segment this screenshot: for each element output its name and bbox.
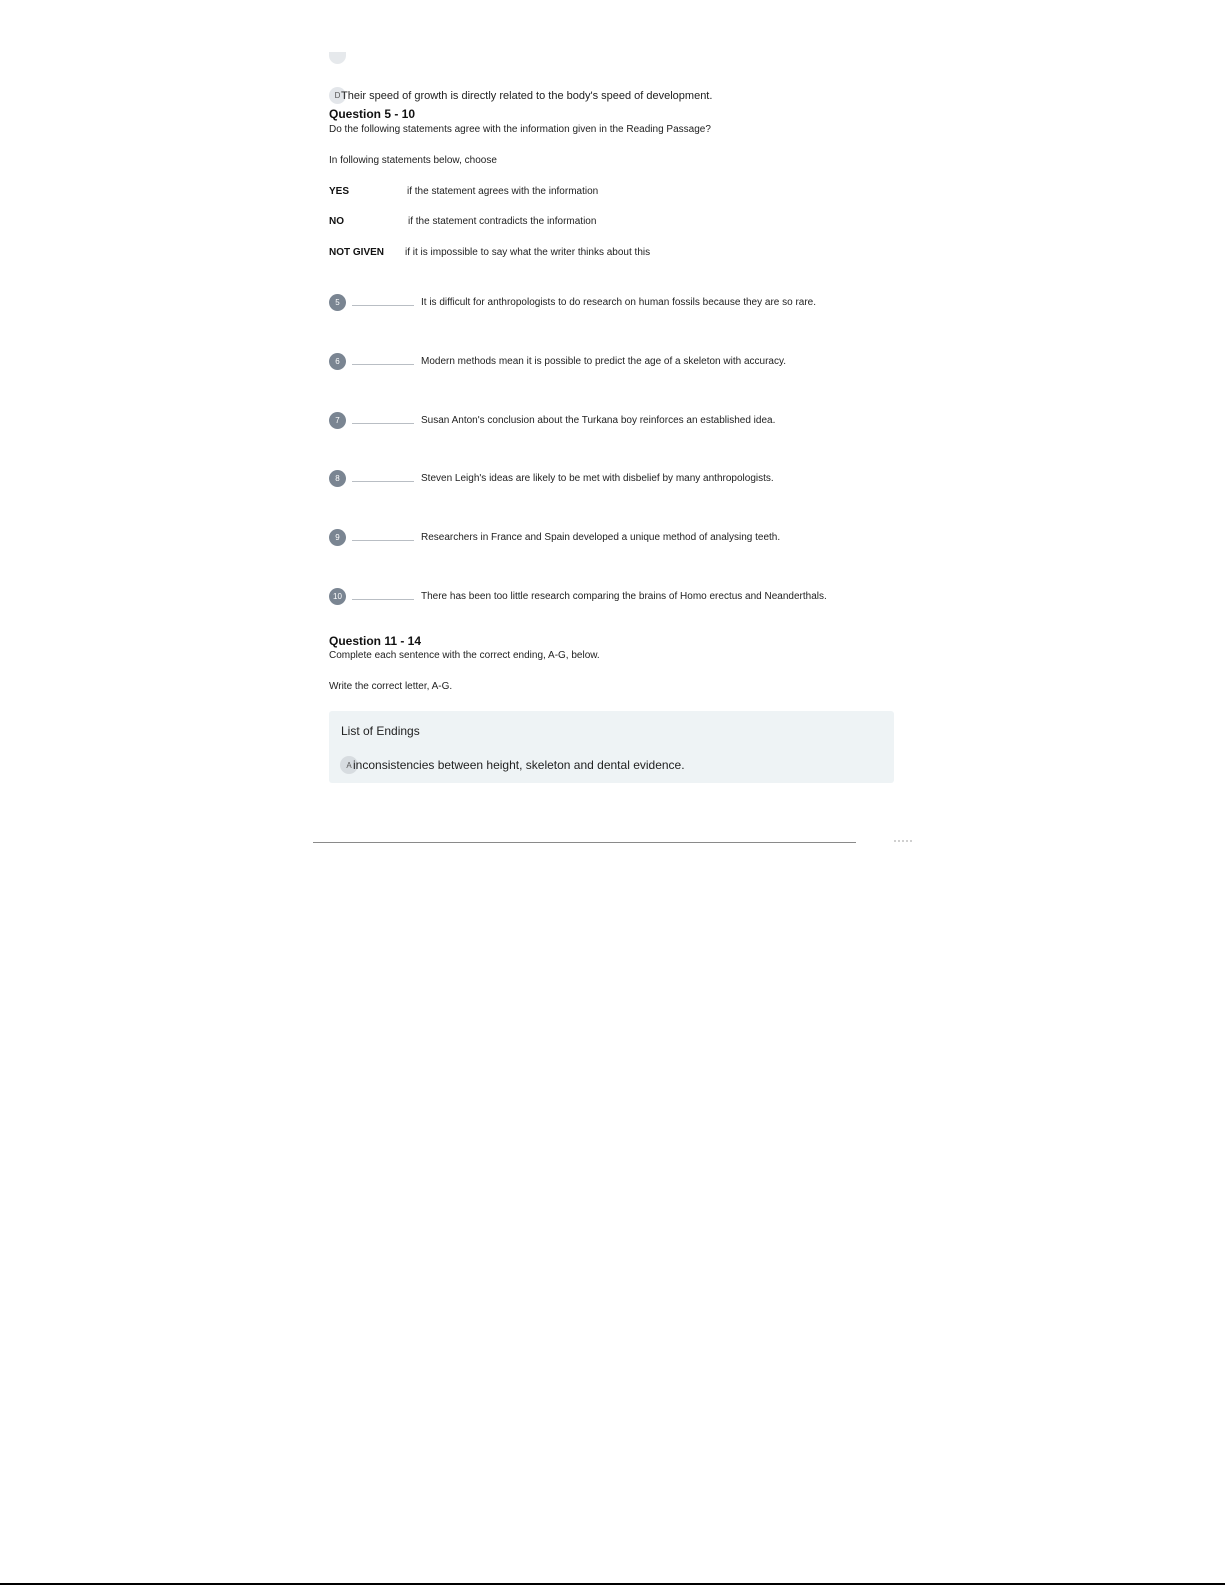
- legend-desc: if the statement contradicts the information: [408, 216, 597, 227]
- legend-not-given: [329, 247, 650, 258]
- question-number-badge: 9: [329, 529, 346, 546]
- statement-row: [329, 353, 786, 370]
- list-of-endings-panel: [329, 711, 894, 783]
- answer-blank[interactable]: [352, 423, 414, 424]
- question-5-10-instruction: Do the following statements agree with the information given in the Reading Passage?: [329, 124, 711, 135]
- answer-blank[interactable]: [352, 364, 414, 365]
- statement-text: Modern methods mean it is possible to predict the age of a skeleton with accuracy.: [421, 356, 787, 367]
- question-5-10-heading: Question 5 - 10: [329, 107, 416, 121]
- write-letter-instruction: Write the correct letter, A-G.: [329, 681, 453, 692]
- question-11-14-instruction: Complete each sentence with the correct ending, A-G, below.: [329, 650, 600, 661]
- question-number-badge: 7: [329, 412, 346, 429]
- question-number-badge: 6: [329, 353, 346, 370]
- question-11-14-heading: Question 11 - 14: [329, 634, 422, 648]
- statement-text: Steven Leigh's ideas are likely to be met with disbelief by many anthropologists.: [421, 473, 774, 484]
- statement-text: It is difficult for anthropologists to do research on human fossils because they are so rare.: [421, 297, 817, 308]
- ending-text: inconsistencies between height, skeleton and dental evidence.: [353, 758, 685, 772]
- ending-item[interactable]: [340, 756, 685, 774]
- legend-key: NOT GIVEN: [329, 247, 385, 258]
- option-badge-partial: [329, 52, 346, 64]
- option-letter-badge: D: [329, 87, 346, 104]
- statement-text: Susan Anton's conclusion about the Turkana boy reinforces an established idea.: [421, 415, 776, 426]
- legend-key: NO: [329, 216, 344, 227]
- bottom-divider: [313, 842, 856, 843]
- legend-key: YES: [329, 186, 350, 197]
- statement-row: [329, 470, 774, 487]
- ending-letter-badge: A: [340, 756, 358, 774]
- statement-row: [329, 588, 827, 605]
- legend-no: [329, 216, 596, 227]
- bottom-ellipsis: [894, 840, 912, 842]
- answer-blank[interactable]: [352, 540, 414, 541]
- question-number-badge: 10: [329, 588, 346, 605]
- legend-desc: if it is impossible to say what the writer thinks about this: [405, 247, 651, 258]
- statement-row: [329, 412, 775, 429]
- statement-text: There has been too little research comparing the brains of Homo erectus and Neanderthals.: [421, 591, 827, 602]
- question-number-badge: 8: [329, 470, 346, 487]
- choose-instruction: In following statements below, choose: [329, 155, 497, 166]
- legend-desc: if the statement agrees with the information: [407, 186, 599, 197]
- list-of-endings-title: List of Endings: [341, 724, 420, 738]
- answer-blank[interactable]: [352, 481, 414, 482]
- legend-yes: [329, 186, 598, 197]
- answer-blank[interactable]: [352, 599, 414, 600]
- answer-blank[interactable]: [352, 305, 414, 306]
- statement-row: [329, 294, 816, 311]
- option-d: [329, 87, 712, 104]
- statement-text: Researchers in France and Spain developed a unique method of analysing teeth.: [421, 532, 781, 543]
- option-text: Their speed of growth is directly related to the body's speed of development.: [341, 89, 713, 102]
- question-number-badge: 5: [329, 294, 346, 311]
- statement-row: [329, 529, 780, 546]
